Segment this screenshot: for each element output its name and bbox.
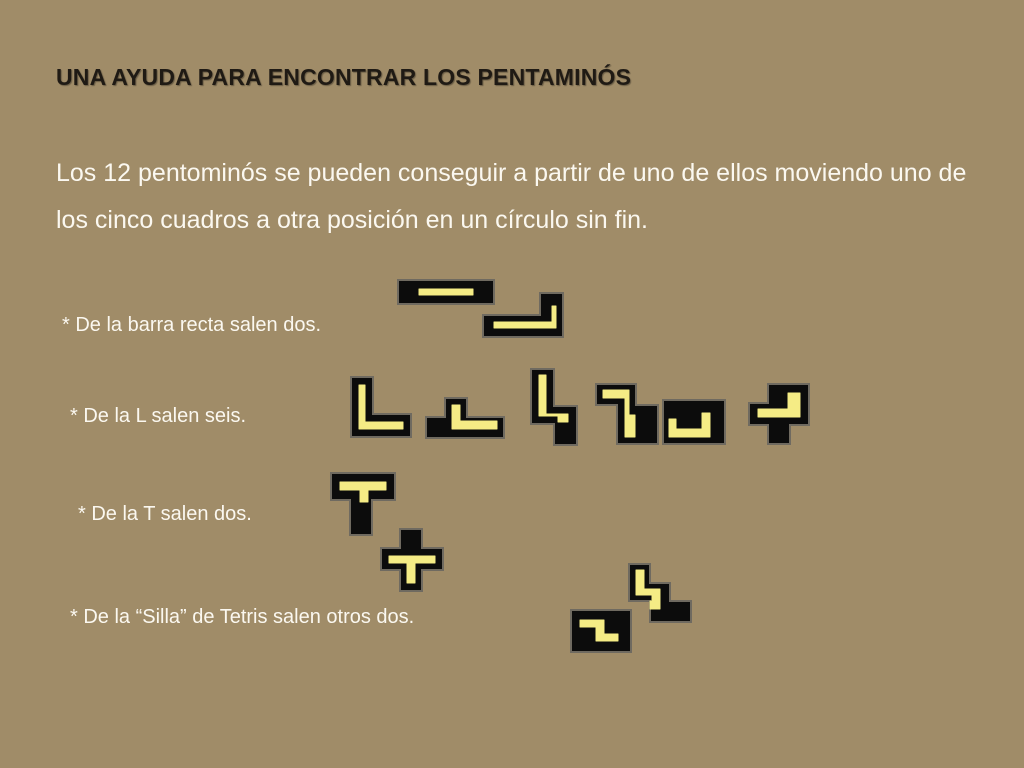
t-pentomino-piece (330, 472, 396, 536)
straight-bar-piece (397, 279, 495, 305)
bullet-straight-bar: * De la barra recta salen dos. (62, 314, 322, 336)
n-pentomino-piece (530, 368, 578, 446)
bullet-l: * De la L salen seis. (70, 405, 247, 427)
stepped-piece (425, 397, 505, 439)
plus-pentomino-piece (380, 528, 444, 592)
bullet-chair: * De la “Silla” de Tetris salen otros dos. (70, 606, 415, 628)
bullet-t: * De la T salen dos. (78, 503, 252, 525)
u-pentomino-piece (662, 399, 726, 445)
f-pentomino-piece (748, 383, 810, 445)
page-title: UNA AYUDA PARA ENCONTRAR LOS PENTAMINÓS (56, 64, 632, 90)
intro-paragraph: Los 12 pentominós se pueden conseguir a partir de uno de ellos moviendo uno de los cinco cuadros a otra posición en un círculo sin fin. (56, 159, 967, 234)
l-pentomino-piece (350, 376, 412, 438)
z-pentomino-piece (570, 609, 632, 653)
s-shaped-piece (595, 383, 659, 445)
bar-with-hook-piece (482, 292, 564, 338)
w-pentomino-piece (628, 563, 692, 623)
